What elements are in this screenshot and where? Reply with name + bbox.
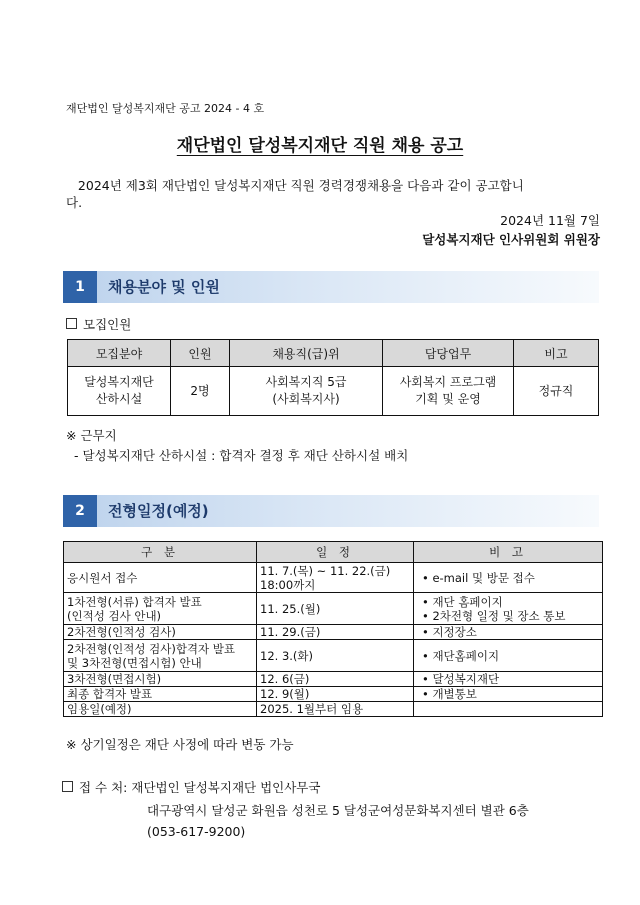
stage-line: 2차전형(인적성 검사)합격자 발표 (67, 641, 236, 656)
cell-notes (414, 687, 603, 702)
checkbox-icon (62, 781, 73, 792)
cell-stage (64, 593, 257, 625)
cell-field (68, 367, 171, 416)
contact-line (62, 778, 320, 796)
section-1-number: 1 (63, 271, 97, 303)
table-row (64, 625, 603, 640)
workplace-heading: ※ 근무지 (66, 428, 117, 443)
position-line-2: (사회복지사) (272, 392, 340, 406)
cell-duty (383, 367, 514, 416)
cell-stage (64, 702, 257, 717)
section-1-header (63, 271, 599, 303)
col-header: 인원 (171, 340, 230, 367)
cell-notes (414, 702, 603, 717)
cell-stage (64, 563, 257, 593)
cell-schedule (257, 640, 414, 672)
schedule-line: 11. 25.(월) (260, 601, 321, 616)
intro-text-1: 2024년 제3회 재단법인 달성복지재단 직원 경력경쟁채용을 다음과 같이 공고합니 (77, 178, 524, 193)
issuer: 달성복지재단 인사위원회 위원장 (422, 232, 600, 247)
table-row (64, 640, 603, 672)
page-title (0, 131, 640, 156)
doc-number: 재단법인 달성복지재단 공고 2024 - 4 호 (66, 102, 265, 115)
col-header: 담당업무 (383, 340, 514, 367)
cell-stage (64, 687, 257, 702)
intro-line-2: 다. (66, 195, 83, 210)
stage-line: 3차전형(면접시험) (67, 672, 162, 686)
note-item: • 지정장소 (422, 625, 477, 639)
schedule-line: 11. 29.(금) (260, 625, 321, 639)
schedule-line: 11. 7.(목) ~ 11. 22.(금) (260, 563, 391, 578)
intro-line-1 (66, 176, 606, 194)
cell-schedule (257, 702, 414, 717)
note-item: • 2차전형 일정 및 장소 통보 (422, 609, 565, 623)
col-header: 비 고 (414, 542, 603, 563)
cell-schedule (257, 563, 414, 593)
schedule-line: 12. 3.(화) (260, 648, 313, 663)
stage-line: 1차전형(서류) 합격자 발표 (67, 594, 202, 609)
section-2-header (63, 495, 599, 527)
duty-line-1: 사회복지 프로그램 (399, 375, 497, 389)
table-row (64, 687, 603, 702)
recruit-subheading (66, 315, 131, 333)
col-header: 채용직(급)위 (230, 340, 383, 367)
cell-schedule (257, 593, 414, 625)
field-line-1: 달성복지재단 (84, 375, 154, 389)
schedule-line: 12. 9(월) (260, 687, 310, 701)
col-header: 비고 (514, 340, 599, 367)
schedule-line: 2025. 1월부터 임용 (260, 702, 364, 716)
note-item: • 개별통보 (422, 687, 477, 701)
col-header: 구 분 (64, 542, 257, 563)
stage-line: 2차전형(인적성 검사) (67, 625, 176, 639)
cell-position (230, 367, 383, 416)
announcement-date: 2024년 11월 7일 (500, 213, 600, 228)
table-row (68, 367, 599, 416)
cell-stage (64, 672, 257, 687)
table-header-row (64, 542, 603, 563)
cell-schedule (257, 672, 414, 687)
note-item: • 재단홈페이지 (422, 649, 499, 663)
cell-notes (414, 563, 603, 593)
table-row (64, 563, 603, 593)
section-1-title: 채용분야 및 인원 (108, 278, 220, 296)
recruit-subheading-text: 모집인원 (83, 317, 132, 332)
stage-line: 및 3차전형(면접시험) 안내 (67, 655, 202, 670)
section-2-number: 2 (63, 495, 97, 527)
stage-line: (인적성 검사 안내) (67, 608, 162, 623)
schedule-table (63, 541, 603, 717)
contact-label: 접 수 처: (79, 780, 128, 795)
table-row (64, 593, 603, 625)
title-text: 재단법인 달성복지재단 직원 채용 공고 (176, 136, 464, 156)
cell-stage (64, 625, 257, 640)
schedule-line: 12. 6(금) (260, 672, 310, 686)
section-2-title: 전형일정(예정) (108, 502, 209, 520)
schedule-footnote: ※ 상기일정은 재단 사정에 따라 변동 가능 (66, 737, 294, 752)
cell-notes (414, 625, 603, 640)
cell-notes (414, 593, 603, 625)
field-line-2: 산하시설 (95, 392, 143, 406)
table-row (64, 672, 603, 687)
cell-note: 정규직 (514, 367, 599, 416)
note-item: • e-mail 및 방문 접수 (422, 571, 535, 585)
cell-schedule (257, 625, 414, 640)
cell-notes (414, 672, 603, 687)
contact-address: 대구광역시 달성군 화원읍 성천로 5 달성군여성문화복지센터 별관 6층 (147, 803, 529, 818)
stage-line: 최종 합격자 발표 (67, 687, 153, 701)
recruit-table (67, 339, 599, 416)
stage-line: 임용일(예정) (67, 702, 132, 716)
cell-notes (414, 640, 603, 672)
schedule-line: 18:00까지 (260, 577, 316, 592)
checkbox-icon (66, 318, 77, 329)
cell-stage (64, 640, 257, 672)
workplace-detail: - 달성복지재단 산하시설 : 합격자 결정 후 재단 산하시설 배치 (74, 448, 409, 463)
note-item: • 재단 홈페이지 (422, 595, 503, 609)
col-header: 일 정 (257, 542, 414, 563)
duty-line-2: 기획 및 운영 (415, 392, 481, 406)
contact-org: 재단법인 달성복지재단 법인사무국 (131, 780, 321, 795)
stage-line: 응시원서 접수 (67, 570, 138, 585)
cell-schedule (257, 687, 414, 702)
table-header-row (68, 340, 599, 367)
position-line-1: 사회복지직 5급 (265, 375, 347, 389)
cell-count: 2명 (171, 367, 230, 416)
col-header: 모집분야 (68, 340, 171, 367)
contact-phone: (053-617-9200) (147, 824, 246, 839)
note-item: • 달성복지재단 (422, 672, 499, 686)
table-row (64, 702, 603, 717)
